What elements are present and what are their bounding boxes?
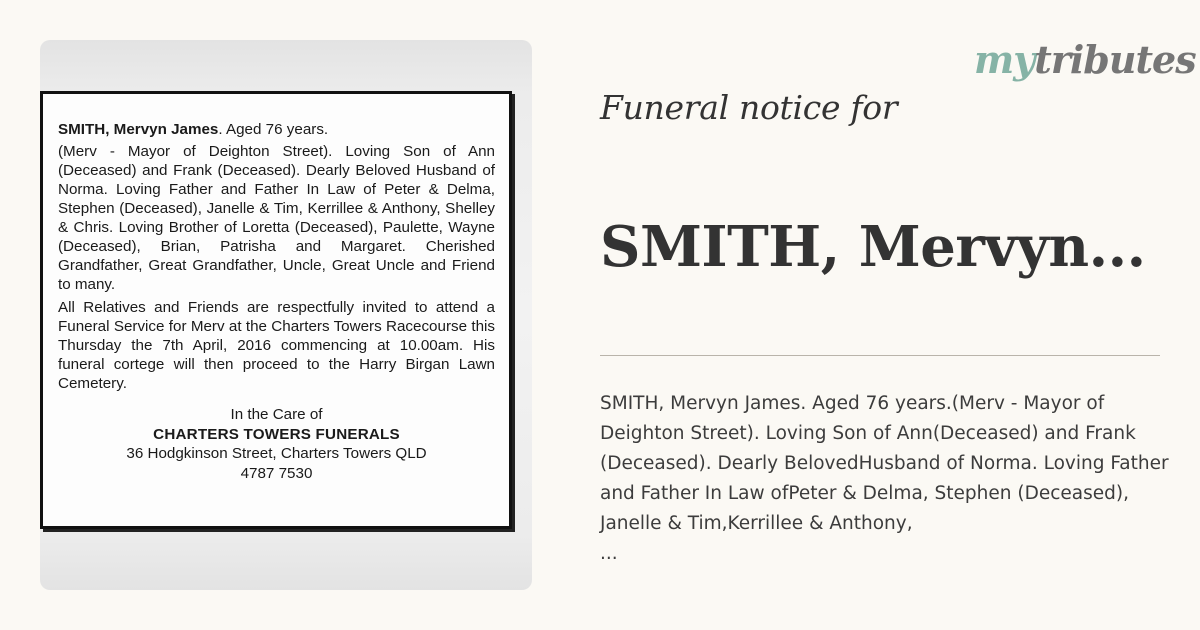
notice-paragraph-family: (Merv - Mayor of Deighton Street). Loving Son of Ann (Deceased) and Frank (Deceased). Dearly Beloved Husband of Norma. Loving Father and Father In Law of Peter & Delma, Stephen (Deceased), Janelle & Tim, Kerrillee & Anthony, Shelley & Chris. Loving Brother of Loretta (Deceased), Paulette, Wayne (Deceased), Brian, Patrisha and Margaret. Cherished Grandfather, Great Grandfather, Uncle, Great Uncle and Friend to many. [58, 143, 495, 293]
logo-tributes: tributes [1034, 37, 1196, 82]
divider [600, 355, 1160, 356]
funeral-firm-phone: 4787 7530 [240, 464, 313, 482]
notice-paragraph-service: All Relatives and Friends are respectfully invited to attend a Funeral Service for Merv at the Charters Towers Racecourse this Thursday the 7th April, 2016 commencing at 10.00am. His funeral cortege will then proceed to the Harry Birgan Lawn Cemetery. [58, 299, 495, 392]
logo-my: my [974, 37, 1035, 82]
deceased-name-title: SMITH, Mervyn... [600, 214, 1146, 280]
notice-age: . Aged 76 years. [218, 121, 329, 138]
funeral-firm-address: 36 Hodgkinson Street, Charters Towers QLD [126, 445, 427, 462]
funeral-firm-name: CHARTERS TOWERS FUNERALS [153, 425, 400, 443]
mytributes-logo[interactable] [974, 34, 1196, 86]
care-of-label: In the Care of [230, 406, 323, 423]
funeral-director [58, 405, 495, 483]
notice-excerpt [600, 389, 1180, 569]
newspaper-notice [40, 91, 512, 529]
excerpt-ellipsis: ... [600, 543, 618, 564]
notice-name: SMITH, Mervyn James [58, 121, 219, 138]
excerpt-text: SMITH, Mervyn James. Aged 76 years.(Merv - Mayor of Deighton Street). Loving Son of Ann(Deceased) and Frank (Deceased). Dearly BelovedHusband of Norma. Loving Father and Father In Law ofPeter & Delma, Stephen (Deceased), Janelle & Tim,Kerrillee & Anthony, [600, 393, 1169, 534]
notice-heading [58, 120, 495, 139]
page-kicker: Funeral notice for [600, 88, 898, 127]
notice-image [40, 40, 532, 590]
